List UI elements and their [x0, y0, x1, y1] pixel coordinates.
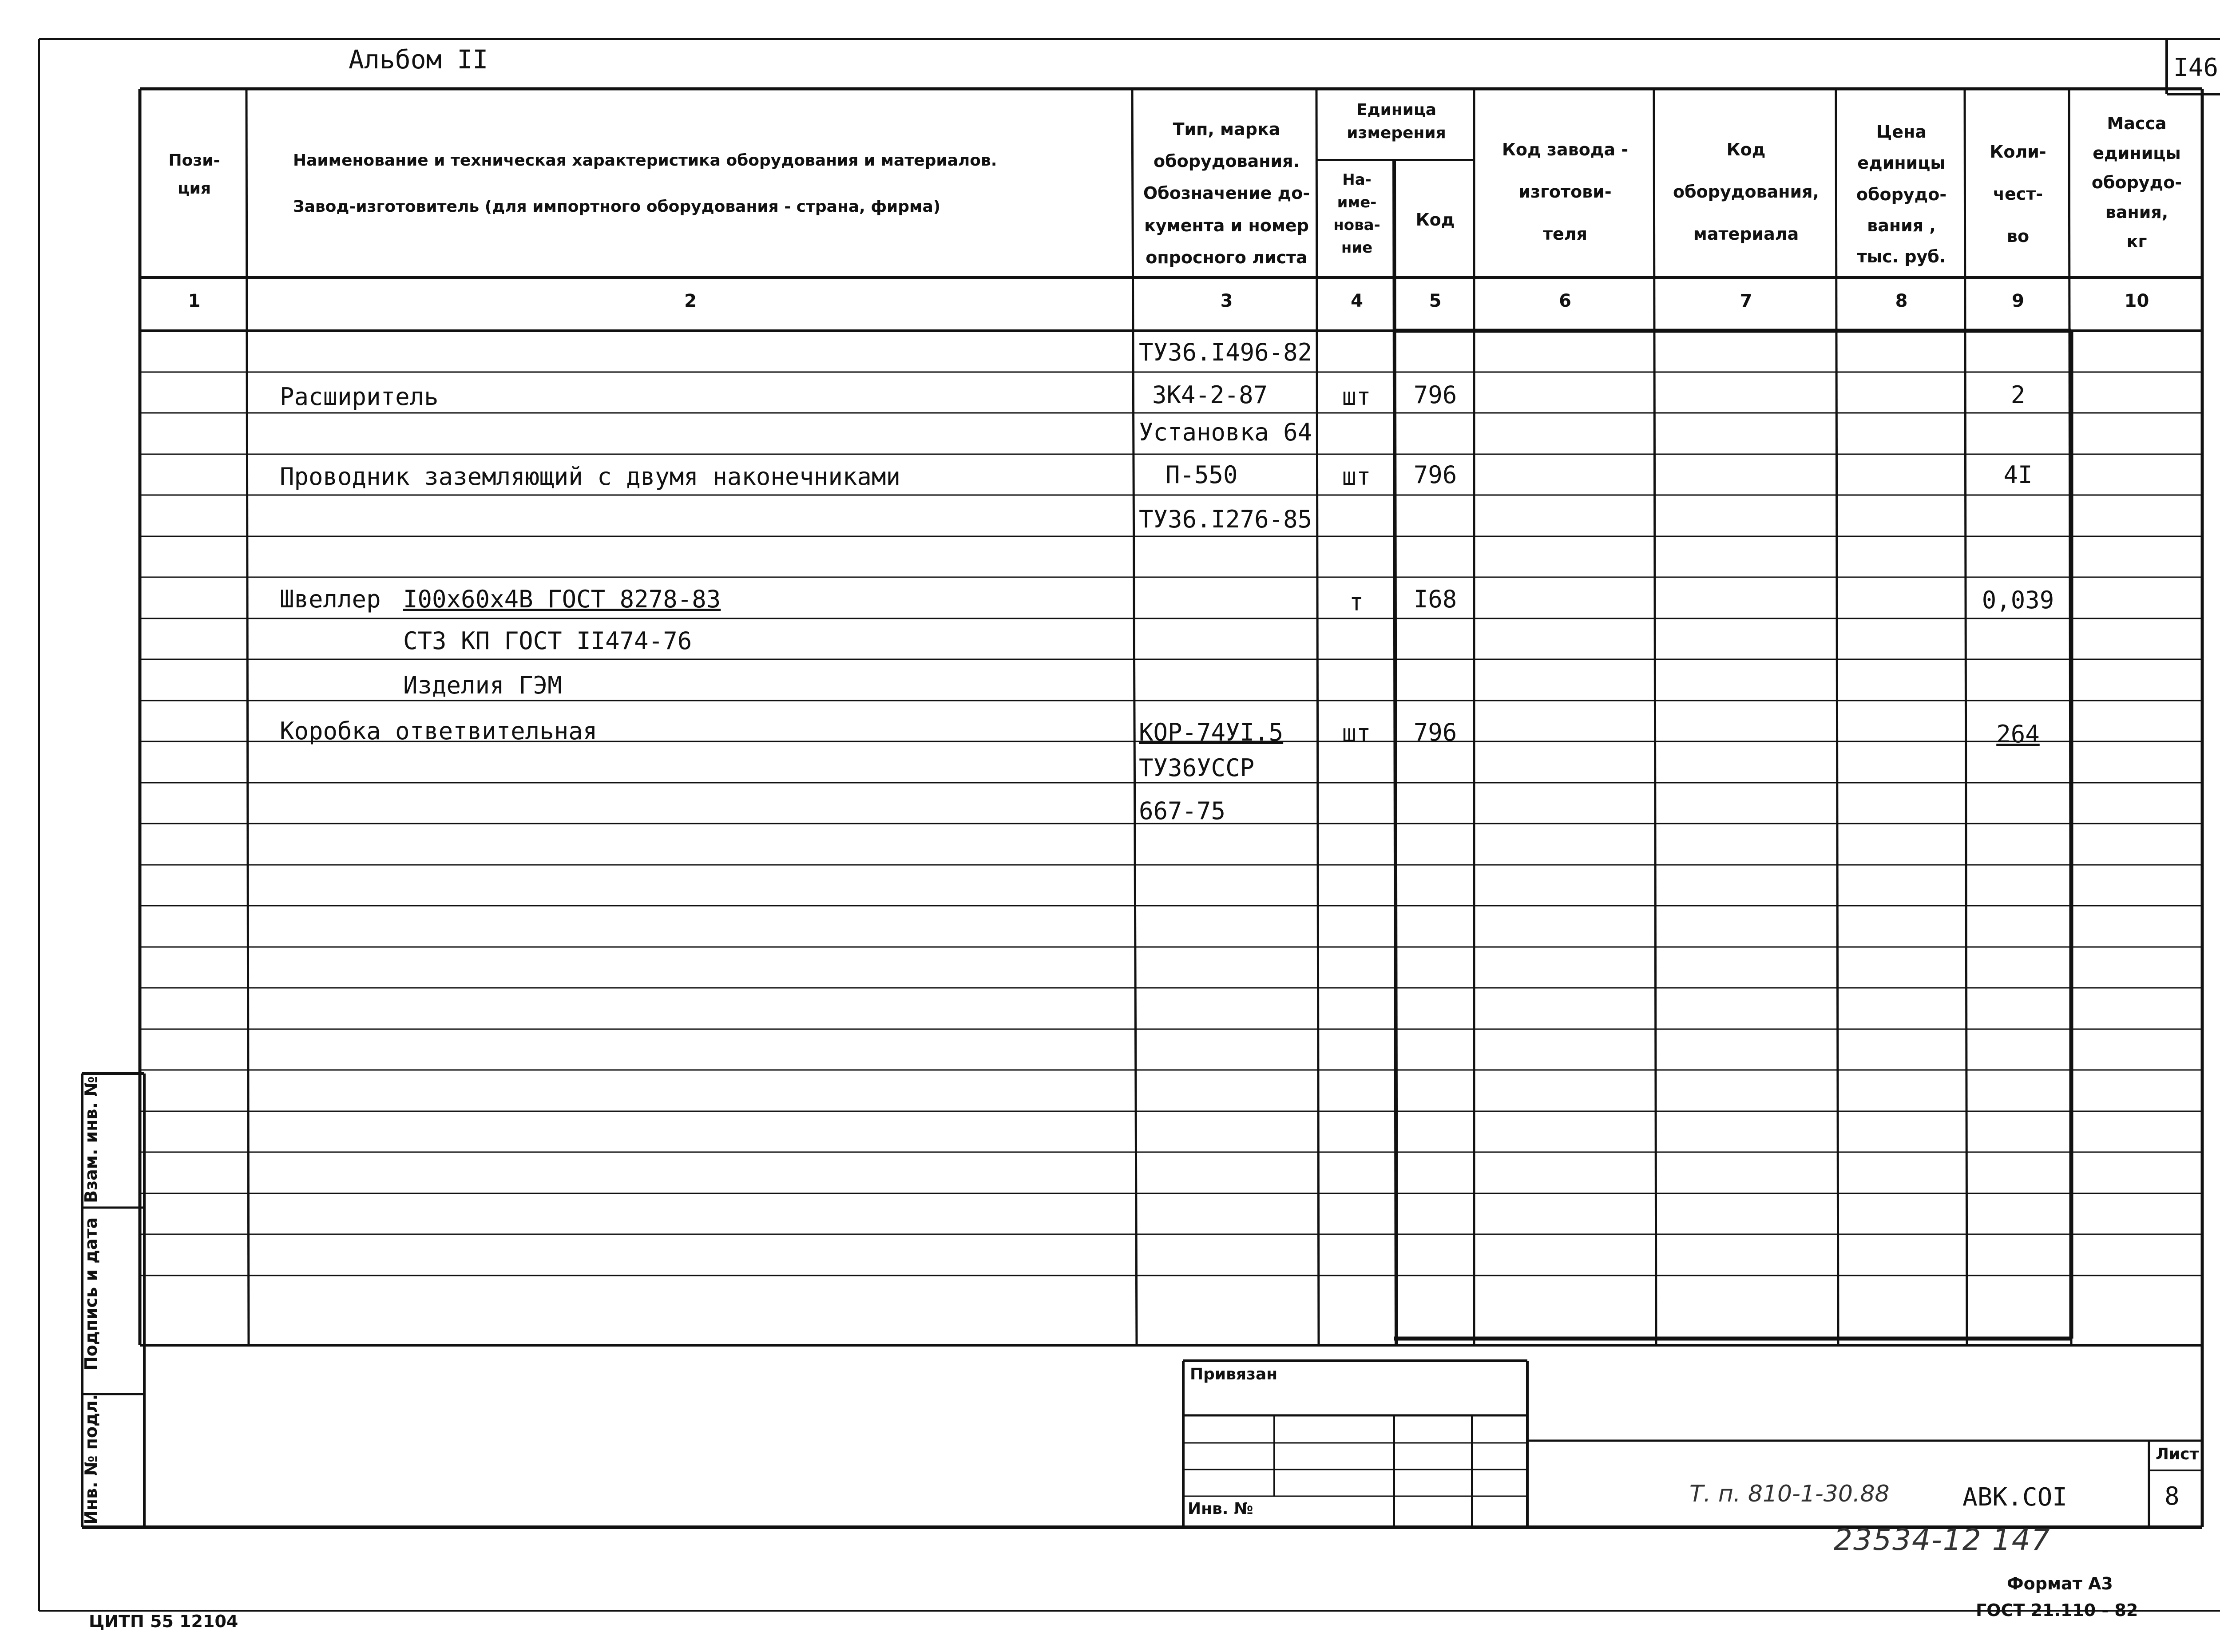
row-1-type: ТУ36.I496-82 [1139, 338, 1312, 366]
header-equipment-code: Код оборудования, материала [1673, 140, 1819, 244]
sheet-value: 8 [2164, 1482, 2180, 1511]
row-2-qty: 2 [2010, 381, 2026, 409]
column-number-1: 1 [188, 291, 201, 311]
row-10-qty: 264 [1996, 720, 2040, 748]
column-number-2: 2 [684, 291, 697, 311]
album-title: Альбом II [349, 44, 488, 75]
column-number-8: 8 [1895, 291, 1908, 311]
header-mass: Масса единицы оборудо- вания, кг [2091, 114, 2182, 251]
row-4-qty: 4I [2003, 461, 2033, 489]
document-code: АВК.СОI [1962, 1483, 2068, 1512]
row-4-name: Проводник заземляющий с двумя наконечниками [280, 463, 900, 491]
standard-label: ГОСТ 21.110 - 82 [1976, 1600, 2138, 1620]
header-position: Пози- ция [168, 151, 220, 198]
row-2-code: 796 [1413, 381, 1457, 409]
row-7-unit: т [1349, 588, 1364, 616]
sheet-label: Лист [2156, 1445, 2199, 1463]
row-3-type: Установка 64 [1139, 418, 1312, 446]
header-name: Наименование и техническая характеристика оборудования и материалов. Завод-изготовитель (для импортного оборудования - страна, фирма) [293, 151, 997, 216]
row-7-code: I68 [1413, 585, 1457, 613]
row-12-type: 667-75 [1139, 797, 1226, 825]
inv-no-label: Инв. № [1188, 1500, 1253, 1518]
side-stamp-vzam-inv: Взам. инв. № [81, 1076, 101, 1203]
header-quantity: Коли- чест- во [1990, 142, 2046, 246]
row-10-unit: шт [1342, 719, 1371, 747]
row-7-name-sub: I00x60x4В ГОСТ 8278-83 [403, 585, 721, 613]
column-number-7: 7 [1740, 291, 1752, 311]
column-number-10: 10 [2124, 291, 2149, 311]
privyazan-label: Привязан [1190, 1365, 1278, 1383]
header-factory-code: Код завода - изготови- теля [1502, 140, 1629, 244]
format-label: Формат А3 [2007, 1574, 2113, 1593]
header-type: Тип, марка оборудования. Обозначение до- кумента и номер опросного листа [1143, 119, 1310, 267]
row-7-name: Швеллер [280, 585, 381, 613]
row-9-name-sub: Изделия ГЭМ [403, 671, 562, 699]
row-2-type: ЗК4-2-87 [1152, 381, 1268, 409]
side-stamp-inv-podl: Инв. № подл. [81, 1394, 101, 1525]
handwritten-number: 23534-12 147 [1834, 1523, 2051, 1557]
row-7-qty: 0,039 [1982, 586, 2054, 614]
row-4-type: П-550 [1166, 461, 1238, 489]
side-stamp-podpis-data: Подпись и дата [81, 1217, 101, 1371]
column-number-5: 5 [1429, 291, 1442, 311]
header-price: Цена единицы оборудо- вания , тыс. руб. [1856, 122, 1947, 267]
row-8-name-sub: СТ3 КП ГОСТ II474-76 [403, 627, 692, 655]
row-5-type: ТУ36.I276-85 [1139, 505, 1312, 533]
row-11-type: ТУ36УССР [1139, 754, 1255, 782]
column-number-4: 4 [1351, 291, 1363, 311]
sheet-number-top: I46 [2173, 53, 2219, 82]
row-10-type: КОР-74УI.5 [1139, 718, 1284, 746]
header-unit-code: Код [1415, 210, 1455, 230]
column-number-9: 9 [2012, 291, 2024, 311]
row-4-unit: шт [1342, 463, 1371, 491]
row-10-code: 796 [1413, 718, 1457, 746]
column-number-6: 6 [1559, 291, 1571, 311]
row-2-unit: шт [1342, 383, 1371, 411]
org-code-label: ЦИТП 55 12104 [89, 1612, 238, 1631]
row-2-name: Расширитель [280, 383, 439, 411]
row-4-code: 796 [1413, 461, 1457, 489]
header-unit: Единица измерения [1347, 101, 1446, 143]
row-10-name: Коробка ответвительная [280, 717, 598, 745]
column-number-3: 3 [1220, 291, 1233, 311]
project-number-handwritten: Т. п. 810-1-30.88 [1689, 1481, 1890, 1507]
header-unit-name: На- име- нова- ние [1333, 171, 1380, 257]
